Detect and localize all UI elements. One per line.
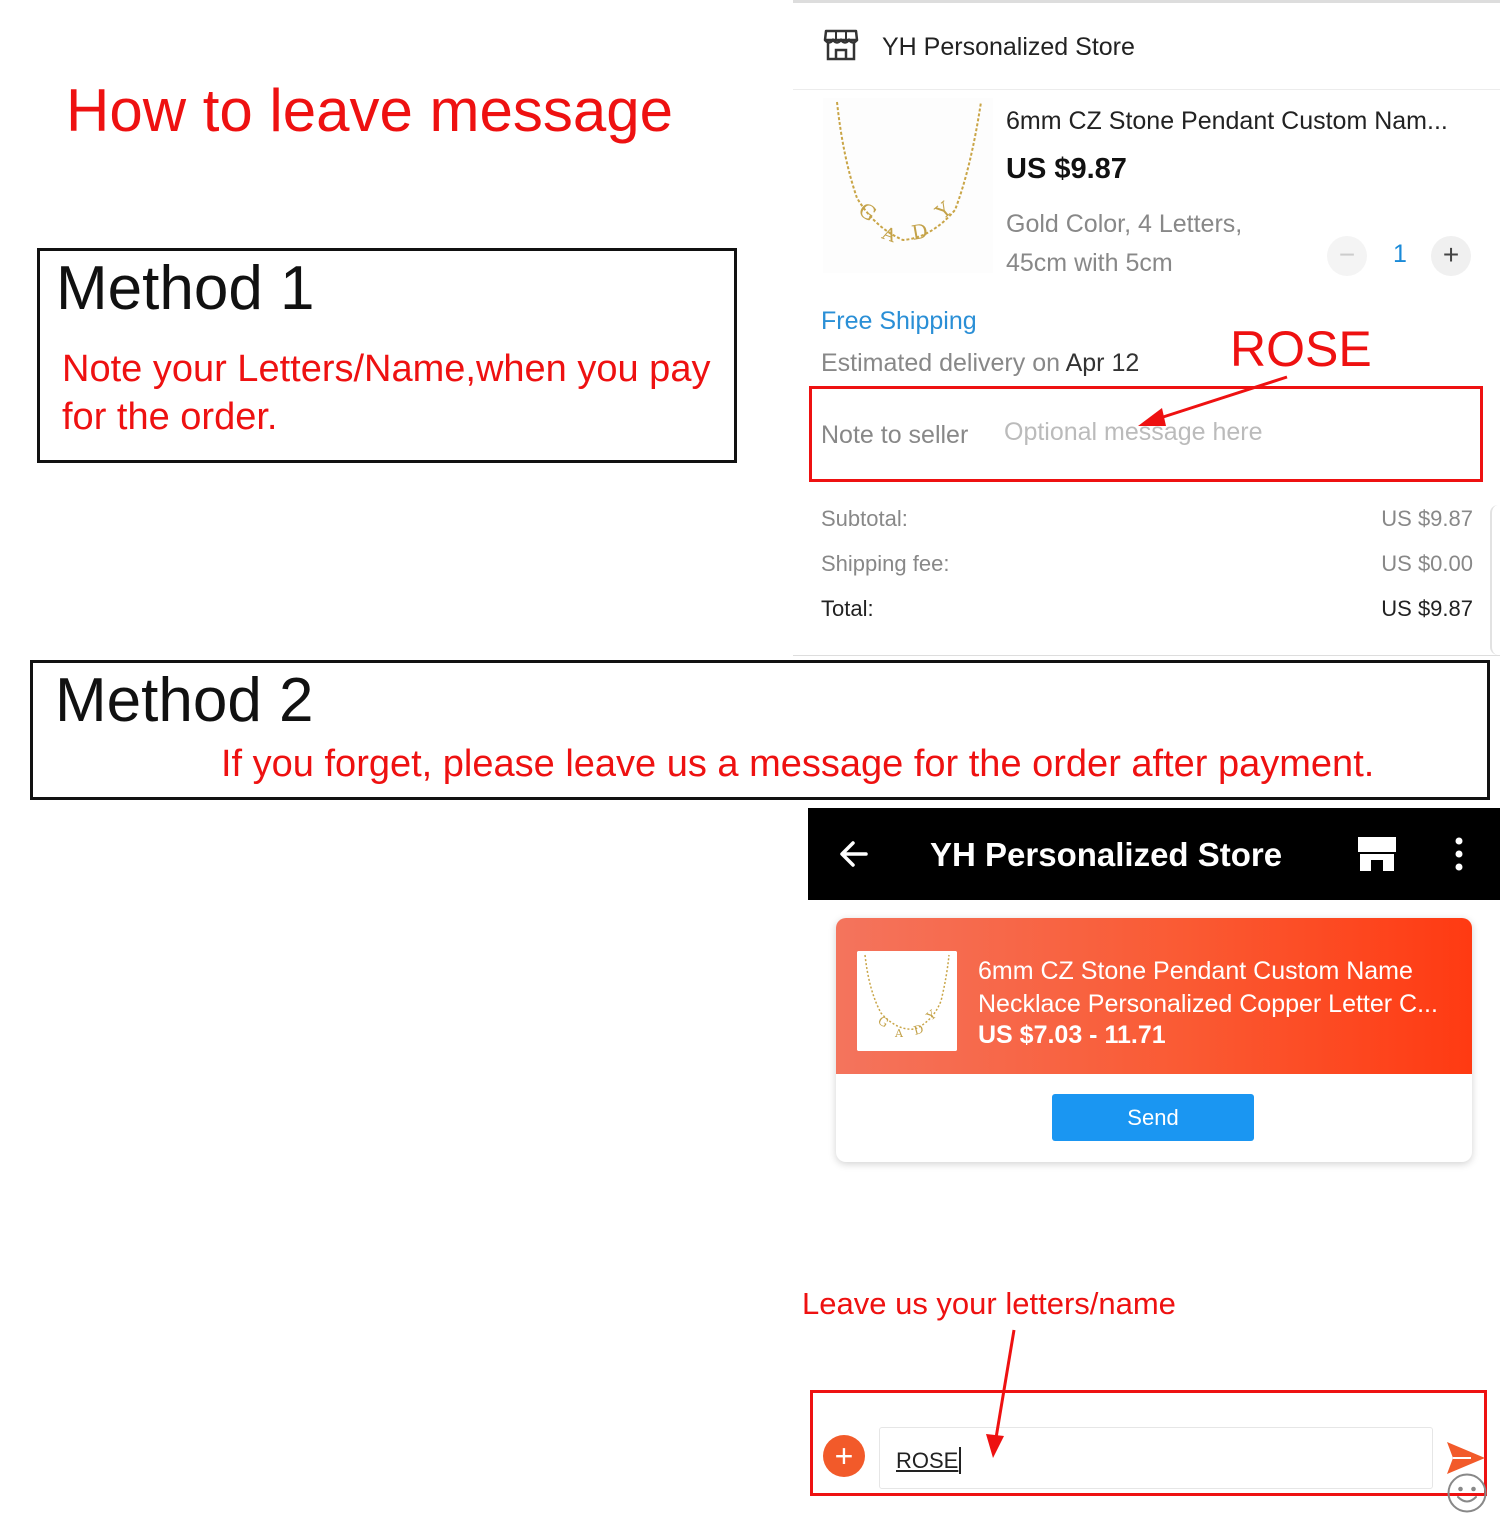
shop-icon[interactable] (1356, 835, 1398, 873)
svg-text:Y: Y (923, 1007, 939, 1024)
delivery-date: Apr 12 (1065, 349, 1140, 377)
page-title: How to leave message (66, 77, 673, 144)
back-arrow-icon[interactable] (838, 834, 870, 874)
shipping-fee-label: Shipping fee: (821, 551, 950, 576)
product-card (836, 918, 1472, 1162)
quantity-value: 1 (1393, 240, 1407, 268)
total-label: Total: (821, 596, 874, 621)
leave-name-annotation: Leave us your letters/name (802, 1286, 1176, 1321)
send-icon[interactable] (1445, 1439, 1487, 1477)
svg-text:G: G (854, 197, 881, 227)
card-title-line-2: Necklace Personalized Copper Letter C... (978, 990, 1438, 1018)
order-panel (793, 0, 1500, 656)
subtotal-label: Subtotal: (821, 506, 908, 531)
message-input-highlight (810, 1390, 1487, 1496)
store-icon (823, 27, 859, 63)
card-product-title (978, 955, 1454, 1021)
quantity-increase-button[interactable]: + (1431, 236, 1471, 276)
message-value: ROSE (896, 1448, 959, 1473)
product-card-header[interactable] (836, 918, 1472, 1074)
svg-text:Y: Y (930, 196, 957, 224)
method-2-note: If you forget, please leave us a message for the order after payment. (221, 743, 1375, 785)
rose-annotation: ROSE (1230, 321, 1372, 377)
method-1-note: Note your Letters/Name,when you pay for the order. (62, 348, 711, 438)
text-caret (959, 1447, 961, 1474)
product-title[interactable]: 6mm CZ Stone Pendant Custom Nam... (1006, 107, 1448, 135)
message-text (896, 1447, 961, 1474)
method-1-box (37, 248, 737, 463)
plus-circle-icon[interactable]: + (823, 1435, 865, 1477)
send-product-button[interactable]: Send (1052, 1094, 1254, 1141)
card-necklace-image (857, 951, 957, 1051)
method-2-box (30, 660, 1490, 800)
method-2-heading: Method 2 (55, 666, 314, 735)
chat-title: YH Personalized Store (930, 836, 1283, 873)
svg-text:A: A (895, 1027, 903, 1040)
message-input[interactable] (879, 1427, 1433, 1489)
svg-text:D: D (912, 1021, 926, 1038)
store-header[interactable] (793, 3, 1500, 90)
store-name: YH Personalized Store (882, 33, 1135, 61)
shipping-fee-value: US $0.00 (1381, 551, 1473, 576)
divider (793, 655, 1500, 656)
svg-text:D: D (909, 218, 930, 245)
method-1-heading: Method 1 (56, 254, 315, 323)
product-variant: Gold Color, 4 Letters, 45cm with 5cm (1006, 210, 1243, 277)
svg-text:A: A (879, 222, 899, 248)
scroll-edge (1490, 505, 1500, 655)
smile-icon[interactable] (1446, 1472, 1488, 1514)
delivery-prefix: Estimated delivery on (821, 349, 1061, 377)
card-title-line-1: 6mm CZ Stone Pendant Custom Name (978, 957, 1413, 985)
note-to-seller-label: Note to seller (821, 421, 969, 449)
more-vertical-icon[interactable] (1453, 836, 1465, 872)
product-price: US $9.87 (1006, 153, 1127, 185)
total-value: US $9.87 (1381, 596, 1473, 621)
chat-top-bar (808, 808, 1500, 900)
quantity-decrease-button[interactable]: − (1327, 236, 1367, 276)
card-product-price: US $7.03 - 11.71 (978, 1021, 1166, 1049)
subtotal-value: US $9.87 (1381, 506, 1473, 531)
estimated-delivery (821, 349, 1139, 378)
note-to-seller-input[interactable] (1004, 418, 1424, 447)
necklace-image[interactable] (823, 98, 993, 273)
free-shipping-label: Free Shipping (821, 307, 977, 335)
svg-text:G: G (875, 1013, 891, 1031)
